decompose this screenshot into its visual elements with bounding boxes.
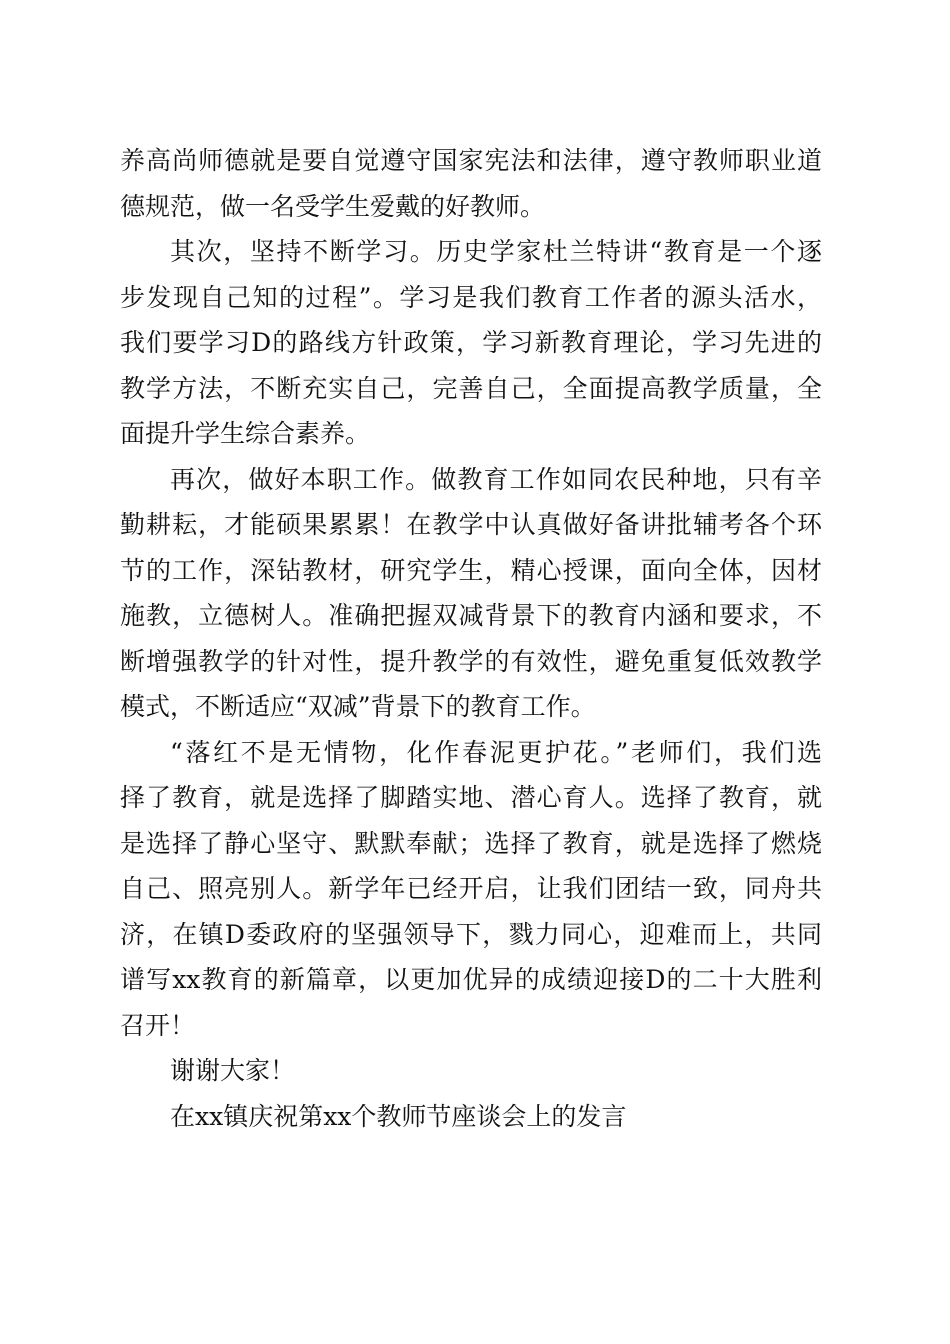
text-line: 德规范，做一名受学生爱戴的好教师。 <box>120 191 546 221</box>
text-line: 谢谢大家！ <box>170 1056 296 1085</box>
text-line: 步发现自己知的过程”。学习是我们教育工作者的源头活水， <box>120 282 822 312</box>
text-line: “落红不是无情物，化作春泥更护花。”老师们，我们选 <box>170 737 822 767</box>
paragraph-do-job-well <box>120 457 822 730</box>
text-line: 断增强教学的针对性，提升教学的有效性，避免重复低效教学 <box>120 646 822 676</box>
text-line: 教学方法，不断充实自己，完善自己，全面提高教学质量，全 <box>120 373 822 403</box>
text-line: 自己、照亮别人。新学年已经开启，让我们团结一致，同舟共 <box>120 874 822 903</box>
text-line: 其次，坚持不断学习。历史学家杜兰特讲“教育是一个逐 <box>170 237 822 266</box>
text-line: 在xx镇庆祝第xx个教师节座谈会上的发言 <box>170 1101 627 1131</box>
document-body <box>120 138 822 1139</box>
text-line: 我们要学习D的路线方针政策，学习新教育理论，学习先进的 <box>120 328 822 357</box>
text-line: 择了教育，就是选择了脚踏实地、潜心育人。选择了教育，就 <box>120 783 822 812</box>
text-line: 是选择了静心坚守、默默奉献；选择了教育，就是选择了燃烧 <box>120 828 822 858</box>
text-line: 再次，做好本职工作。做教育工作如同农民种地，只有辛 <box>170 464 822 494</box>
paragraph-teacher-ethics <box>120 138 822 229</box>
text-line: 面提升学生综合素养。 <box>120 419 371 448</box>
paragraph-choosing-education <box>120 730 822 1049</box>
text-line: 勤耕耘，才能硕果累累！在教学中认真做好备讲批辅考各个环 <box>120 510 822 539</box>
paragraph-thanks <box>120 1048 822 1094</box>
text-line: 谱写xx教育的新篇章，以更加优异的成绩迎接D的二十大胜利 <box>120 965 822 994</box>
text-line: 节的工作，深钻教材，研究学生，精心授课，面向全体，因材 <box>120 555 822 585</box>
text-line: 召开！ <box>120 1010 196 1040</box>
paragraph-speech-title <box>120 1094 822 1140</box>
text-line: 模式，不断适应“双减”背景下的教育工作。 <box>120 692 596 721</box>
text-line: 济，在镇D委政府的坚强领导下，戮力同心，迎难而上，共同 <box>120 919 822 949</box>
paragraph-continuous-learning <box>120 229 822 457</box>
text-line: 养高尚师德就是要自觉遵守国家宪法和法律，遵守教师职业道 <box>120 146 822 175</box>
text-line: 施教，立德树人。准确把握双减背景下的教育内涵和要求，不 <box>120 601 822 630</box>
